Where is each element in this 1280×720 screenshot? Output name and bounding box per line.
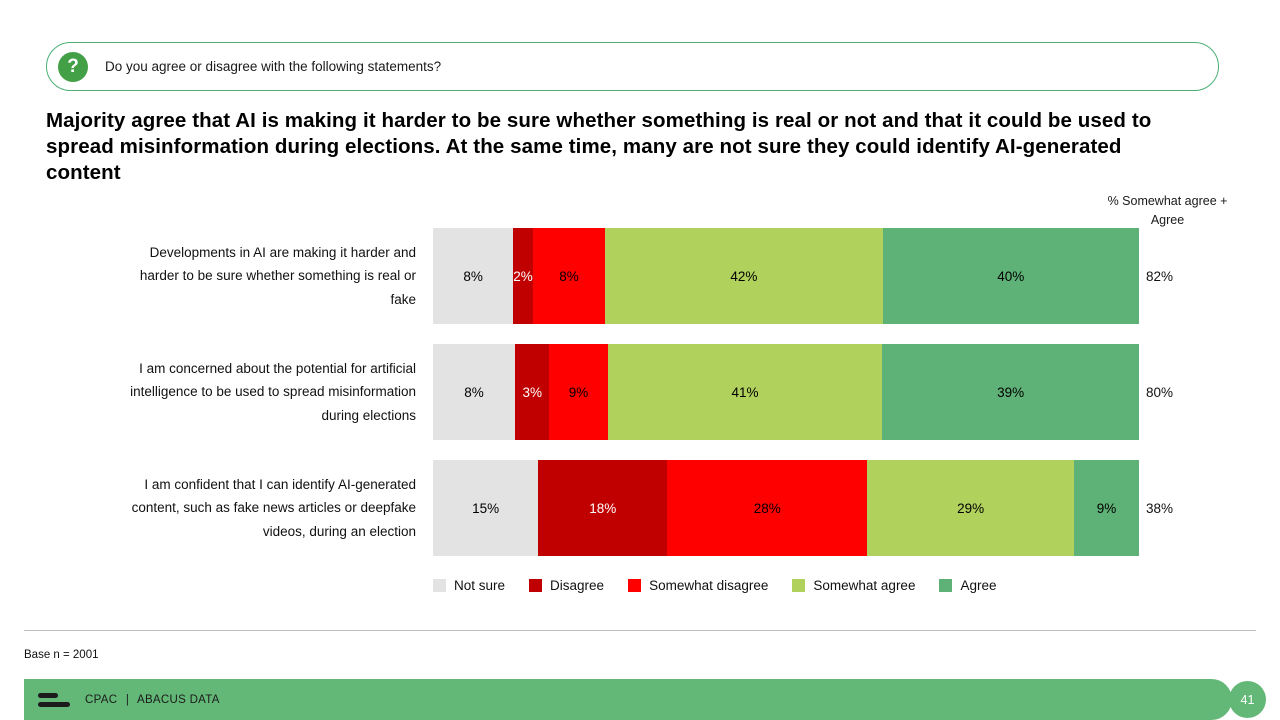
stacked-bar [433,344,1139,440]
row-label-line: harder to be sure whether something is real or [139,268,416,284]
stacked-bar [433,228,1139,324]
legend-label: Agree [960,578,997,593]
stacked-bar [433,460,1139,556]
legend-item-somewhat-agree[interactable] [792,578,915,593]
row-label [24,344,416,440]
row-total: 80% [1146,384,1174,400]
row-label [24,460,416,556]
legend-label: Somewhat agree [813,578,916,593]
question-mark-circle-icon: ? [58,52,88,82]
row-label [24,228,416,324]
question-text: Do you agree or disagree with the following statements? [105,59,442,74]
row-label-line: content, such as fake news articles or deepfake [131,500,416,516]
page-title: Majority agree that AI is making it harder to be sure whether something is real or not and that it could be used to spread misinformation during elections. At the same time, many are not sure they could identify AI-generated content [46,109,1152,184]
segment-not-sure[interactable]: 8% [433,344,515,440]
segment-somewhat-disagree[interactable]: 8% [533,228,606,324]
segment-somewhat-agree[interactable]: 29% [867,460,1074,556]
segment-disagree[interactable]: 2% [513,228,532,324]
segment-not-sure[interactable]: 8% [433,228,513,324]
abacus-logo-icon [38,690,72,710]
segment-agree[interactable]: 40% [883,228,1140,324]
row-label-line: during elections [321,407,416,423]
row-label-line: fake [390,291,416,307]
legend-label: Not sure [454,578,506,593]
base-note: Base n = 2001 [24,649,99,661]
totals-column-header [1100,192,1235,230]
segment-somewhat-disagree[interactable]: 28% [667,460,867,556]
legend-swatch-icon [529,579,542,592]
row-label-line: videos, during an election [262,523,416,539]
segment-agree[interactable]: 39% [882,344,1139,440]
legend-label: Somewhat disagree [649,578,769,593]
chart-row [0,344,1280,440]
chart-row [0,460,1280,556]
chart-row [0,228,1280,324]
row-total: 82% [1146,268,1174,284]
question-banner [46,42,1219,91]
page-number-badge: 41 [1229,681,1266,718]
footer-divider [24,630,1256,631]
legend-swatch-icon [792,579,805,592]
footer-brand-right: ABACUS DATA [136,693,220,706]
row-label-line: I am concerned about the potential for artificial [139,360,416,376]
legend-label: Disagree [550,578,605,593]
segment-somewhat-agree[interactable]: 42% [605,228,882,324]
segment-somewhat-agree[interactable]: 41% [608,344,883,440]
segment-disagree[interactable]: 18% [538,460,667,556]
legend-swatch-icon [433,579,446,592]
footer-bar [24,679,1232,720]
legend-swatch-icon [939,579,952,592]
row-label-line: Developments in AI are making it harder and [149,244,416,260]
legend-swatch-icon [628,579,641,592]
legend-item-not-sure[interactable] [433,578,505,593]
footer-brand-left: CPAC [85,693,118,706]
legend-item-agree[interactable] [939,578,996,593]
segment-not-sure[interactable]: 15% [433,460,538,556]
row-total: 38% [1146,500,1174,516]
legend-item-somewhat-disagree[interactable] [628,578,768,593]
footer-branding [85,694,220,706]
segment-agree[interactable]: 9% [1074,460,1139,556]
legend-item-disagree[interactable] [529,578,604,593]
segment-somewhat-disagree[interactable]: 9% [549,344,607,440]
segment-disagree[interactable]: 3% [515,344,549,440]
row-label-line: intelligence to be used to spread misinformation [130,384,416,400]
stacked-bar-chart [0,228,1280,576]
chart-legend [433,578,1139,593]
footer-brand-separator: | [125,693,130,706]
totals-column-header-line1: % Somewhat agree + Agree [1107,194,1228,227]
row-label-line: I am confident that I can identify AI-generated [144,476,416,492]
